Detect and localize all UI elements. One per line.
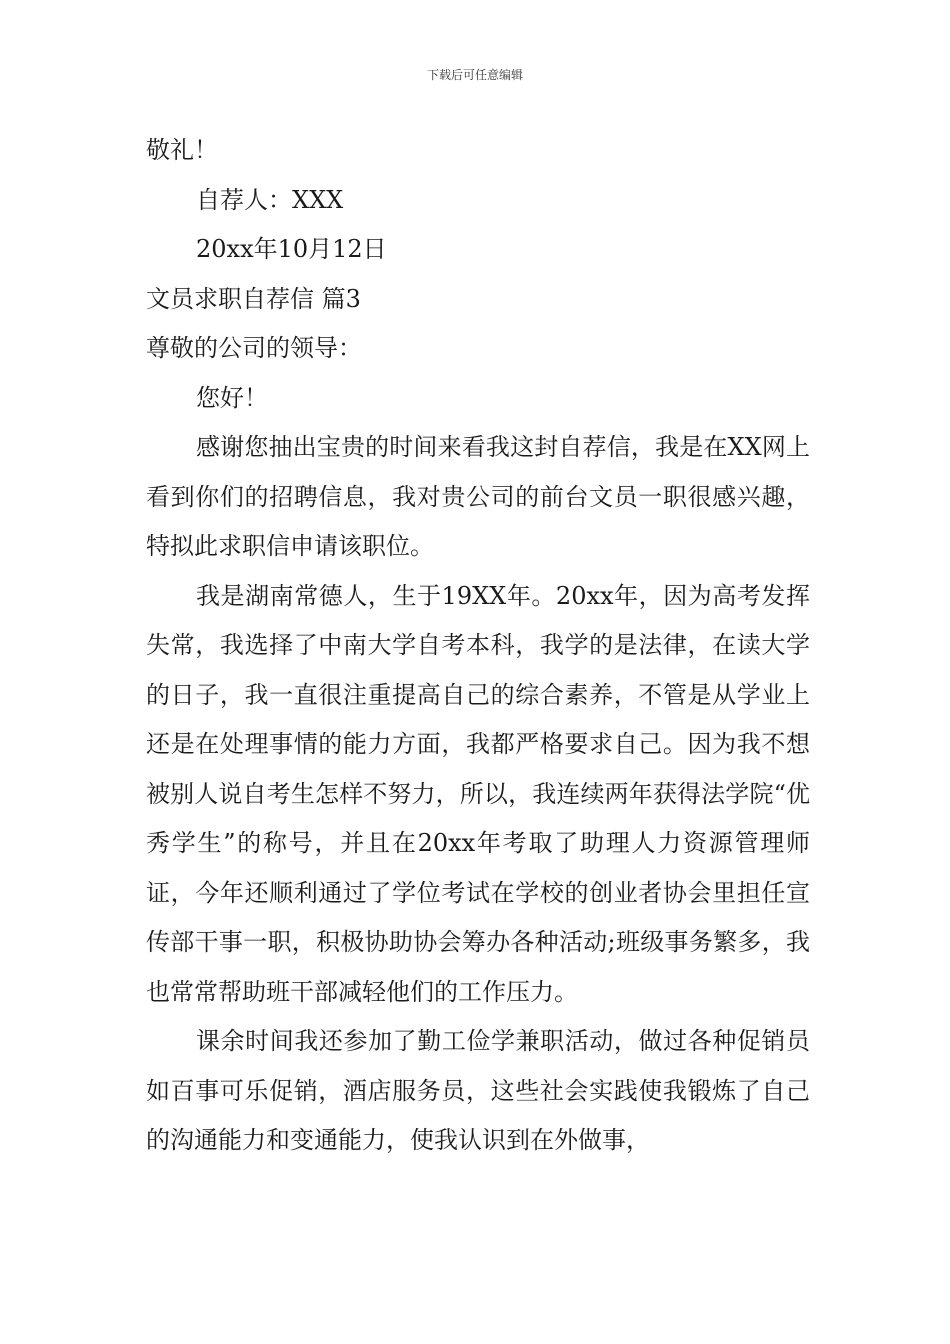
document-body (146, 126, 810, 1166)
date-line: 20xx年10月12日 (196, 235, 387, 263)
signer-line: 自荐人：XXX (196, 185, 344, 214)
body-paragraph-3: 课余时间我还参加了勤工俭学兼职活动，做过各种促销员如百事可乐促销，酒店服务员，这些社会实践使我锻炼了自己的沟通能力和变通能力，使我认识到在外做事， (146, 1027, 810, 1154)
body-paragraph-2: 我是湖南常德人，生于19XX年。20xx年，因为高考发挥失常，我选择了中南大学自考本科，我学的是法律，在读大学的日子，我一直很注重提高自己的综合素养，不管是从学业上还是在处理事情的能力方面，我都严格要求自己。因为我不想被别人说自考生怎样不努力，所以，我连续两年获得法学院“优秀学生”的称号，并且在20xx年考取了助理人力资源管理师证，今年还顺利通过了学位考试在学校的创业者协会里担任宣传部干事一职，积极协助协会筹办各种活动;班级事务繁多，我也常常帮助班干部减轻他们的工作压力。 (146, 581, 810, 1006)
addressee-line: 尊敬的公司的领导： (146, 334, 362, 362)
closing-salute: 敬礼！ (146, 136, 218, 164)
body-paragraph-1: 感谢您抽出宝贵的时间来看我这封自荐信，我是在XX网上看到你们的招聘信息，我对贵公司的前台文员一职很感兴趣，特拟此求职信申请该职位。 (146, 433, 810, 560)
page-header-note: 下载后可任意编辑 (426, 68, 523, 82)
section-title: 文员求职自荐信 篇3 (146, 284, 361, 313)
greeting-line: 您好！ (196, 383, 268, 412)
